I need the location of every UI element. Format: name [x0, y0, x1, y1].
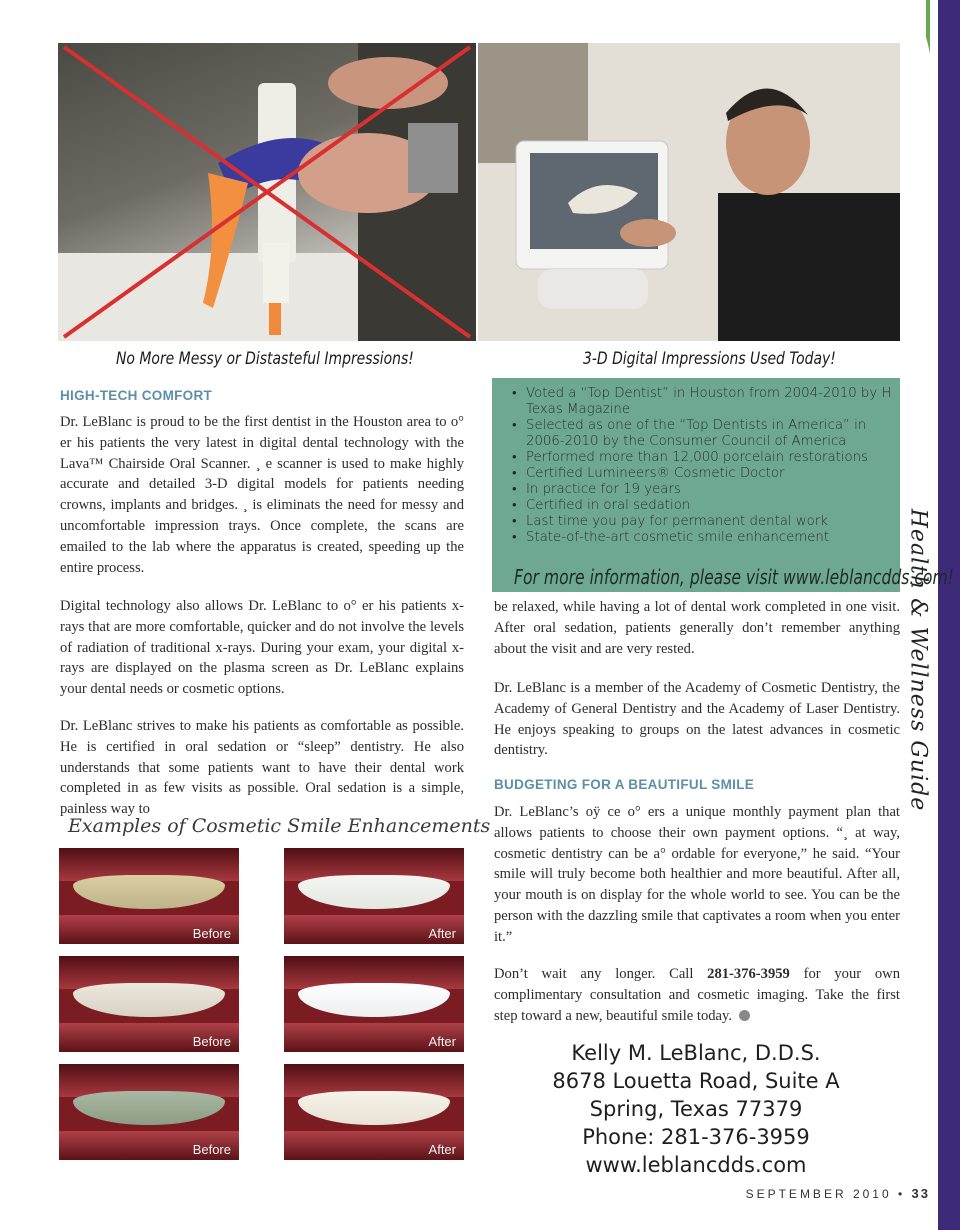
credentials-list	[492, 378, 900, 546]
before-label: Before	[192, 1142, 231, 1157]
credential-item: • Certified Lumineers® Cosmetic Doctor	[512, 466, 900, 482]
section-heading-budgeting: BUDGETING FOR A BEAUTIFUL SMILE	[494, 777, 755, 792]
city-state-zip: Spring, Texas 77379	[589, 1097, 803, 1121]
before-label: Before	[192, 926, 231, 941]
credential-item: • In practice for 19 years	[512, 482, 900, 498]
impression-tray-photo	[58, 43, 476, 341]
digital-scanner-photo	[478, 43, 900, 341]
before-label: Before	[192, 1034, 231, 1049]
cta-phone[interactable]: 281-376-3959	[707, 966, 790, 982]
smile-after-3	[284, 1064, 464, 1160]
smile-after-2	[284, 956, 464, 1052]
smile-before-3	[59, 1064, 239, 1160]
smile-before-2	[59, 956, 239, 1052]
street-address: 8678 Louetta Road, Suite A	[552, 1069, 840, 1093]
page-footer	[746, 1186, 930, 1201]
smile-after-1	[284, 848, 464, 944]
website-url[interactable]: www.leblancdds.com	[585, 1153, 807, 1177]
credential-item: • Last time you pay for permanent dental work	[512, 514, 900, 530]
website-link-callout[interactable]: For more information, please visit www.leblancdds.com!	[514, 565, 954, 589]
credential-item: • Selected as one of the “Top Dentists in America” in 2006-2010 by the Consumer Council of America	[512, 418, 900, 450]
after-label: After	[428, 1034, 456, 1049]
after-label: After	[428, 926, 456, 941]
right-photo-caption: 3-D Digital Impressions Used Today!	[583, 349, 836, 369]
paragraph-payment-plan: Dr. LeBlanc’s oÿ ce o° ers a unique monthly payment plan that allows patients to choose their own payment options. “¸ at way, cosmetic dentistry can be a° ordable for everyone,” he said. “Your smile will truly become both healthier and more beautiful. After all, your mouth is on display for the whole world to see. You can be the person with the dazzling smile that captivates a room when you enter it.”	[494, 804, 900, 945]
footer-bullet-icon: •	[897, 1187, 912, 1201]
left-photo-caption: No More Messy or Distasteful Impressions!	[116, 349, 414, 369]
paragraph-academy-memberships: Dr. LeBlanc is a member of the Academy of Cosmetic Dentistry, the Academy of General Dentistry and the Academy of Laser Dentistry. He enjoys speaking to groups on the latest advances in cosmetic dentistry.	[494, 680, 900, 759]
side-section-title: Health & Wellness Guide	[905, 508, 931, 812]
credential-item: • Certified in oral sedation	[512, 498, 900, 514]
footer-issue-date: SEPTEMBER 2010	[745, 1187, 892, 1201]
cta-text-end: for your own complimentary consultation and cosmetic imaging. Take the first step toward a new, beautiful smile today.	[494, 966, 900, 1024]
page-edge-purple-stripe	[938, 0, 960, 1230]
examples-title: Examples of Cosmetic Smile Enhancements	[68, 815, 491, 837]
after-label: After	[428, 1142, 456, 1157]
end-mark-icon	[739, 1010, 750, 1021]
credentials-box	[492, 378, 900, 592]
paragraph-sedation-continued: be relaxed, while having a lot of dental work completed in one visit. After oral sedation, patients generally don’t remember anything about the visit and are very rested.	[494, 599, 900, 657]
paragraph-oral-sedation: Dr. LeBlanc strives to make his patients as comfortable as possible. He is certified in oral sedation or “sleep” dentistry. He also understands that some patients want to have their dental work completed in as few visits as possible. Oral sedation is a simple, painless way to	[60, 718, 464, 818]
dentist-name: Kelly M. LeBlanc, D.D.S.	[571, 1041, 821, 1065]
credential-item: • Performed more than 12,000 porcelain restorations	[512, 450, 900, 466]
smile-before-1	[59, 848, 239, 944]
paragraph-lava-scanner: Dr. LeBlanc is proud to be the first dentist in the Houston area to o° er his patients the very latest in digital dental technology with the Lava™ Chairside Oral Scanner. ¸ e scanner is used to make highly accurate and detailed 3-D digital models for patients needing crowns, implants and bridges. ¸ is eliminats the need for messy and uncomfortable impression trays. Once complete, the scans are emailed to the lab where the apparatus is created, speeding up the entire process.	[60, 414, 464, 576]
phone-number[interactable]: Phone: 281-376-3959	[582, 1125, 810, 1149]
page-number: 33	[911, 1186, 930, 1201]
credential-item: • State-of-the-art cosmetic smile enhancement	[512, 530, 900, 546]
credential-item: • Voted a “Top Dentist” in Houston from 2004-2010 by H Texas Magazine	[512, 386, 900, 418]
cta-text-start: Don’t wait any longer. Call	[494, 966, 708, 982]
section-heading-high-tech-comfort: HIGH-TECH COMFORT	[60, 388, 213, 403]
paragraph-digital-xrays: Digital technology also allows Dr. LeBlanc to o° er his patients x-rays that are more comfortable, quicker and do not involve the levels of radiation of traditional x-rays. During your exam, your digital x-rays are displayed on the plasma screen as Dr. LeBlanc explains your dental needs or cosmetic options.	[60, 598, 464, 698]
paragraph-call-to-action	[494, 964, 900, 1026]
